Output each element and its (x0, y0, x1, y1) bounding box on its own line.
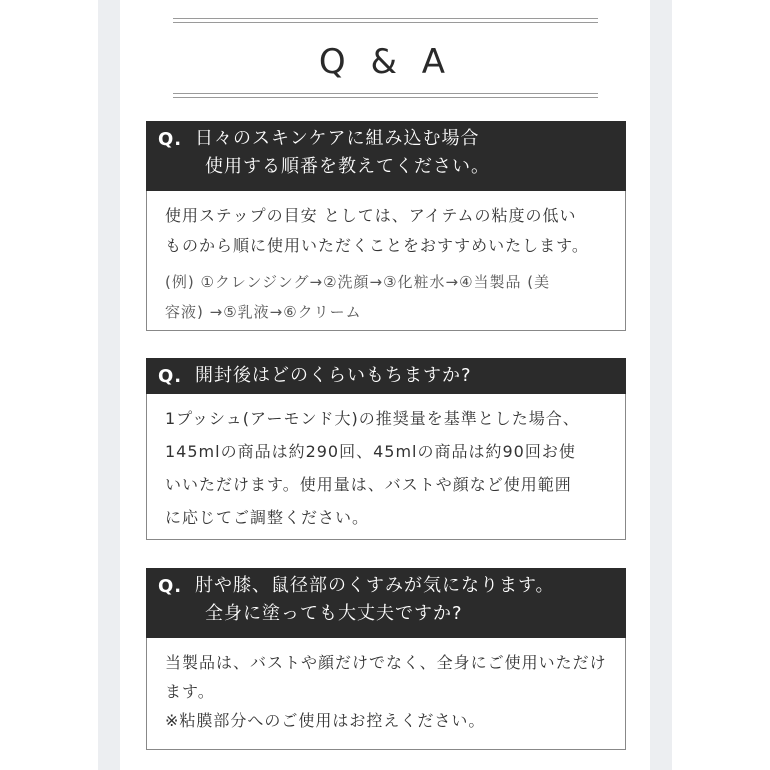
answer-line: 145mlの商品は約290回、45mlの商品は約90回お使 (165, 442, 576, 461)
title-rule-top-1 (173, 18, 598, 19)
title-rule-top-2 (173, 22, 598, 23)
left-side-band (98, 0, 120, 770)
answer-example-line: (例) ①クレンジング→②洗顔→③化粧水→④当製品 (美 (165, 273, 551, 291)
title-rule-bottom-1 (173, 93, 598, 94)
answer-box (146, 191, 626, 331)
answer-line: 当製品は、バストや顔だけでなく、全身にご使用いただけ (165, 653, 607, 672)
question-header (146, 568, 626, 638)
question-mark: Q. (158, 576, 183, 597)
answer-line: ※粘膜部分へのご使用はお控えください。 (165, 711, 486, 730)
answer-line: 1プッシュ(アーモンド大)の推奨量を基準とした場合、 (165, 409, 580, 428)
answer-line: ものから順に使用いただくことをおすすめいたします。 (165, 236, 589, 255)
question-line: 日々のスキンケアに組み込む場合 (195, 128, 480, 149)
title-block (173, 18, 598, 100)
page-title: Q & A (318, 42, 453, 82)
qa-item-1 (146, 121, 626, 331)
answer-line: ます。 (165, 682, 215, 701)
question-mark: Q. (158, 129, 183, 150)
question-line: 使用する順番を教えてください。 (205, 156, 490, 177)
question-mark: Q. (158, 366, 183, 387)
answer-box (146, 394, 626, 540)
answer-example-line: 容液) →⑤乳液→⑥クリーム (165, 303, 362, 321)
qa-item-2 (146, 358, 626, 540)
answer-line: いいただけます。使用量は、バストや顔など使用範囲 (165, 475, 572, 494)
question-line: 開封後はどのくらいもちますか? (195, 365, 472, 386)
question-line: 全身に塗っても大丈夫ですか? (205, 603, 463, 624)
answer-box (146, 638, 626, 750)
question-line: 肘や膝、鼠径部のくすみが気になります。 (195, 575, 555, 596)
answer-line: 使用ステップの目安 としては、アイテムの粘度の低い (165, 206, 577, 225)
title-rule-bottom-2 (173, 97, 598, 98)
question-header (146, 358, 626, 394)
answer-line: に応じてご調整ください。 (165, 508, 370, 527)
question-header (146, 121, 626, 191)
qa-item-3 (146, 568, 626, 750)
right-side-band (650, 0, 672, 770)
